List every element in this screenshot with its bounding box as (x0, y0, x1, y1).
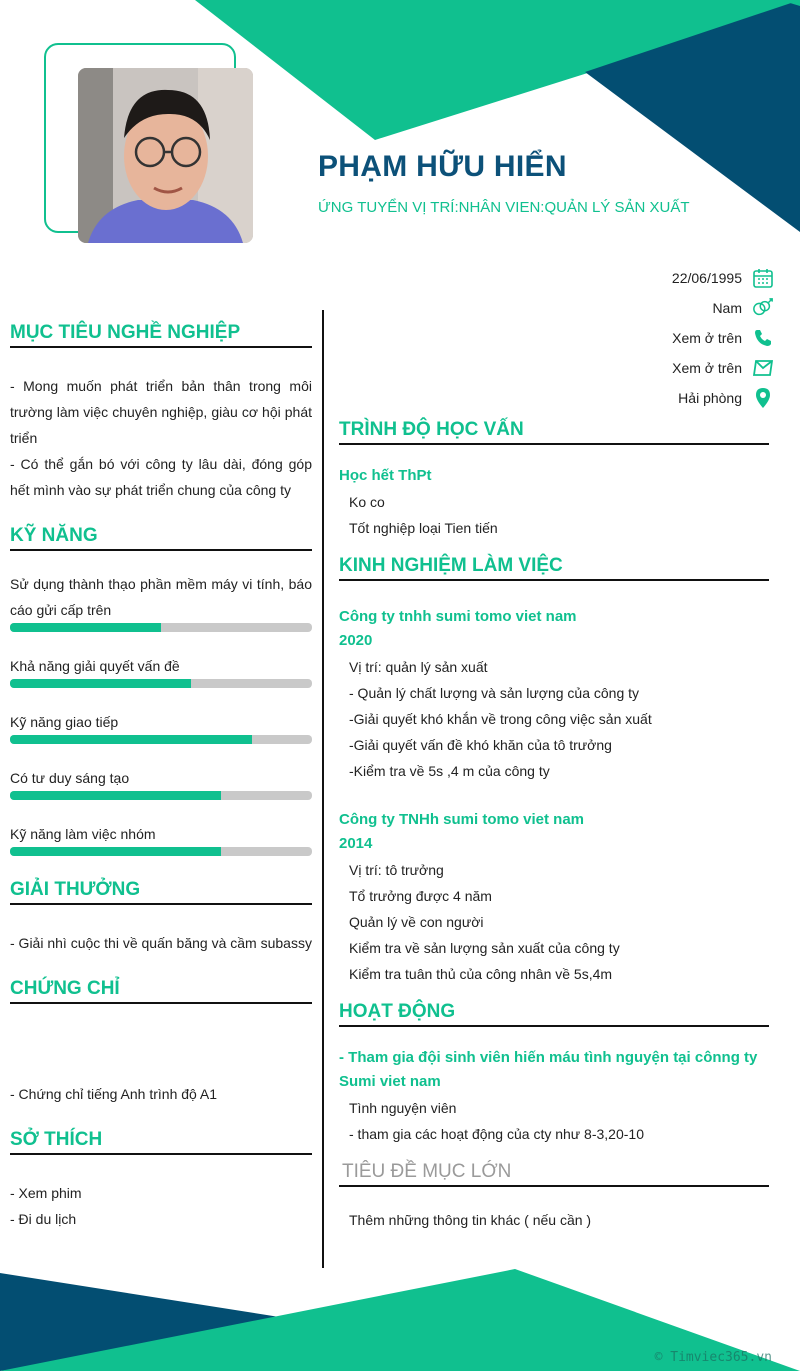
skill-bar-fill (10, 679, 191, 688)
job-company: Công ty tnhh sumi tomo viet nam (339, 608, 577, 625)
contact-gender (474, 297, 774, 319)
skills-title: KỸ NĂNG (10, 525, 98, 546)
objective-text-2: - Có thể gắn bó với công ty lâu dài, đóng góp hết mình vào sự phát triển chung của công ty (10, 456, 312, 498)
certificates-underline (10, 1002, 312, 1004)
activity-line: - tham gia các hoạt động của cty như 8-3,20-10 (349, 1126, 644, 1142)
gender-icon (752, 297, 774, 319)
skill-label: Sử dụng thành thạo phần mềm máy vi tính, báo cáo gửi cấp trên (10, 576, 312, 618)
activities-title: HOẠT ĐỘNG (339, 1001, 456, 1022)
job-line: Kiểm tra tuân thủ của công nhân về 5s,4m (349, 966, 613, 982)
hobbies-title: SỞ THÍCH (10, 1129, 103, 1150)
other-underline (339, 1185, 769, 1187)
profile-photo (78, 68, 253, 243)
objective-text-1: - Mong muốn phát triển bản thân trong môi trường làm việc chuyên nghiệp, giàu cơ hội phát triển (10, 378, 312, 446)
watermark: © Timviec365.vn (654, 1350, 772, 1365)
job-line: - Quản lý chất lượng và sản lượng của công ty (349, 685, 640, 701)
contact-phone[interactable] (474, 327, 774, 349)
job-year: 2014 (339, 835, 373, 852)
skills-underline (10, 549, 312, 551)
certificates-text: - Chứng chỉ tiếng Anh trình độ A1 (10, 1086, 218, 1102)
activity-line: Tình nguyện viên (349, 1100, 457, 1116)
skill-label: Kỹ năng giao tiếp (10, 714, 119, 730)
job-line: -Giải quyết vấn đề khó khăn của tô trưởng (349, 737, 612, 753)
activity-name: - Tham gia đội sinh viên hiến máu tình nguyện tại cônng ty Sumi viet nam (339, 1049, 758, 1090)
other-title: TIÊU ĐỀ MỤC LỚN (342, 1161, 512, 1182)
awards-title: GIẢI THƯỞNG (10, 879, 141, 900)
skill-label: Kỹ năng làm việc nhóm (10, 826, 156, 842)
job-line: -Kiểm tra về 5s ,4 m của công ty (349, 763, 550, 779)
skill-label: Có tư duy sáng tạo (10, 770, 130, 786)
skill-bar (10, 623, 312, 632)
experience-title: KINH NGHIỆM LÀM VIỆC (339, 555, 563, 576)
activities-underline (339, 1025, 769, 1027)
awards-text: - Giải nhì cuộc thi về quấn băng và cầm subassy (10, 935, 312, 951)
hobbies-underline (10, 1153, 312, 1155)
job-line: Kiểm tra về sản lượng sản xuất của công ty (349, 940, 620, 956)
phone-icon (752, 327, 774, 349)
contact-address (474, 387, 774, 409)
skill-bar-fill (10, 847, 221, 856)
awards-underline (10, 903, 312, 905)
calendar-icon (752, 267, 774, 289)
education-school: Học hết ThPt (339, 467, 432, 484)
job-company: Công ty TNHh sumi tomo viet nam (339, 811, 585, 828)
skill-bar (10, 791, 312, 800)
applied-position: ỨNG TUYỂN VỊ TRÍ:NHÂN VIEN:QUẢN LÝ SẢN XUẤT (318, 199, 690, 216)
objective-underline (10, 346, 312, 348)
certificates-title: CHỨNG CHỈ (10, 978, 120, 999)
email-text: Xem ở trên (672, 360, 742, 376)
contact-birthday (474, 267, 774, 289)
hobby-item: - Đi du lịch (10, 1211, 77, 1227)
education-title: TRÌNH ĐỘ HỌC VẤN (339, 419, 524, 440)
skill-bar (10, 735, 312, 744)
job-line: Vị trí: quản lý sản xuất (349, 659, 488, 675)
education-underline (339, 443, 769, 445)
phone-text: Xem ở trên (672, 330, 742, 346)
column-divider (322, 310, 324, 1268)
education-line: Tốt nghiệp loại Tien tiến (349, 520, 498, 536)
job-line: -Giải quyết khó khắn về trong công việc sản xuất (349, 711, 652, 727)
skill-bar (10, 679, 312, 688)
skill-bar-fill (10, 791, 221, 800)
birthday-text: 22/06/1995 (671, 270, 742, 286)
education-line: Ko co (349, 494, 385, 510)
candidate-name: PHẠM HỮU HIỂN (318, 150, 567, 183)
job-year: 2020 (339, 632, 373, 649)
job-line: Vị trí: tô trưởng (349, 862, 444, 878)
skill-bar-fill (10, 735, 252, 744)
objective-title: MỤC TIÊU NGHỀ NGHIỆP (10, 322, 241, 343)
skill-bar (10, 847, 312, 856)
location-pin-icon (752, 387, 774, 409)
other-text: Thêm những thông tin khác ( nếu cần ) (349, 1212, 592, 1228)
skill-bar-fill (10, 623, 161, 632)
contact-email[interactable] (474, 357, 774, 379)
hobby-item: - Xem phim (10, 1185, 82, 1201)
gender-text: Nam (712, 300, 742, 316)
envelope-icon (752, 357, 774, 379)
experience-underline (339, 579, 769, 581)
job-line: Quản lý về con người (349, 914, 484, 930)
skill-label: Khả năng giải quyết vấn đề (10, 658, 180, 674)
address-text: Hải phòng (678, 390, 742, 406)
job-line: Tổ trưởng được 4 năm (349, 888, 492, 904)
